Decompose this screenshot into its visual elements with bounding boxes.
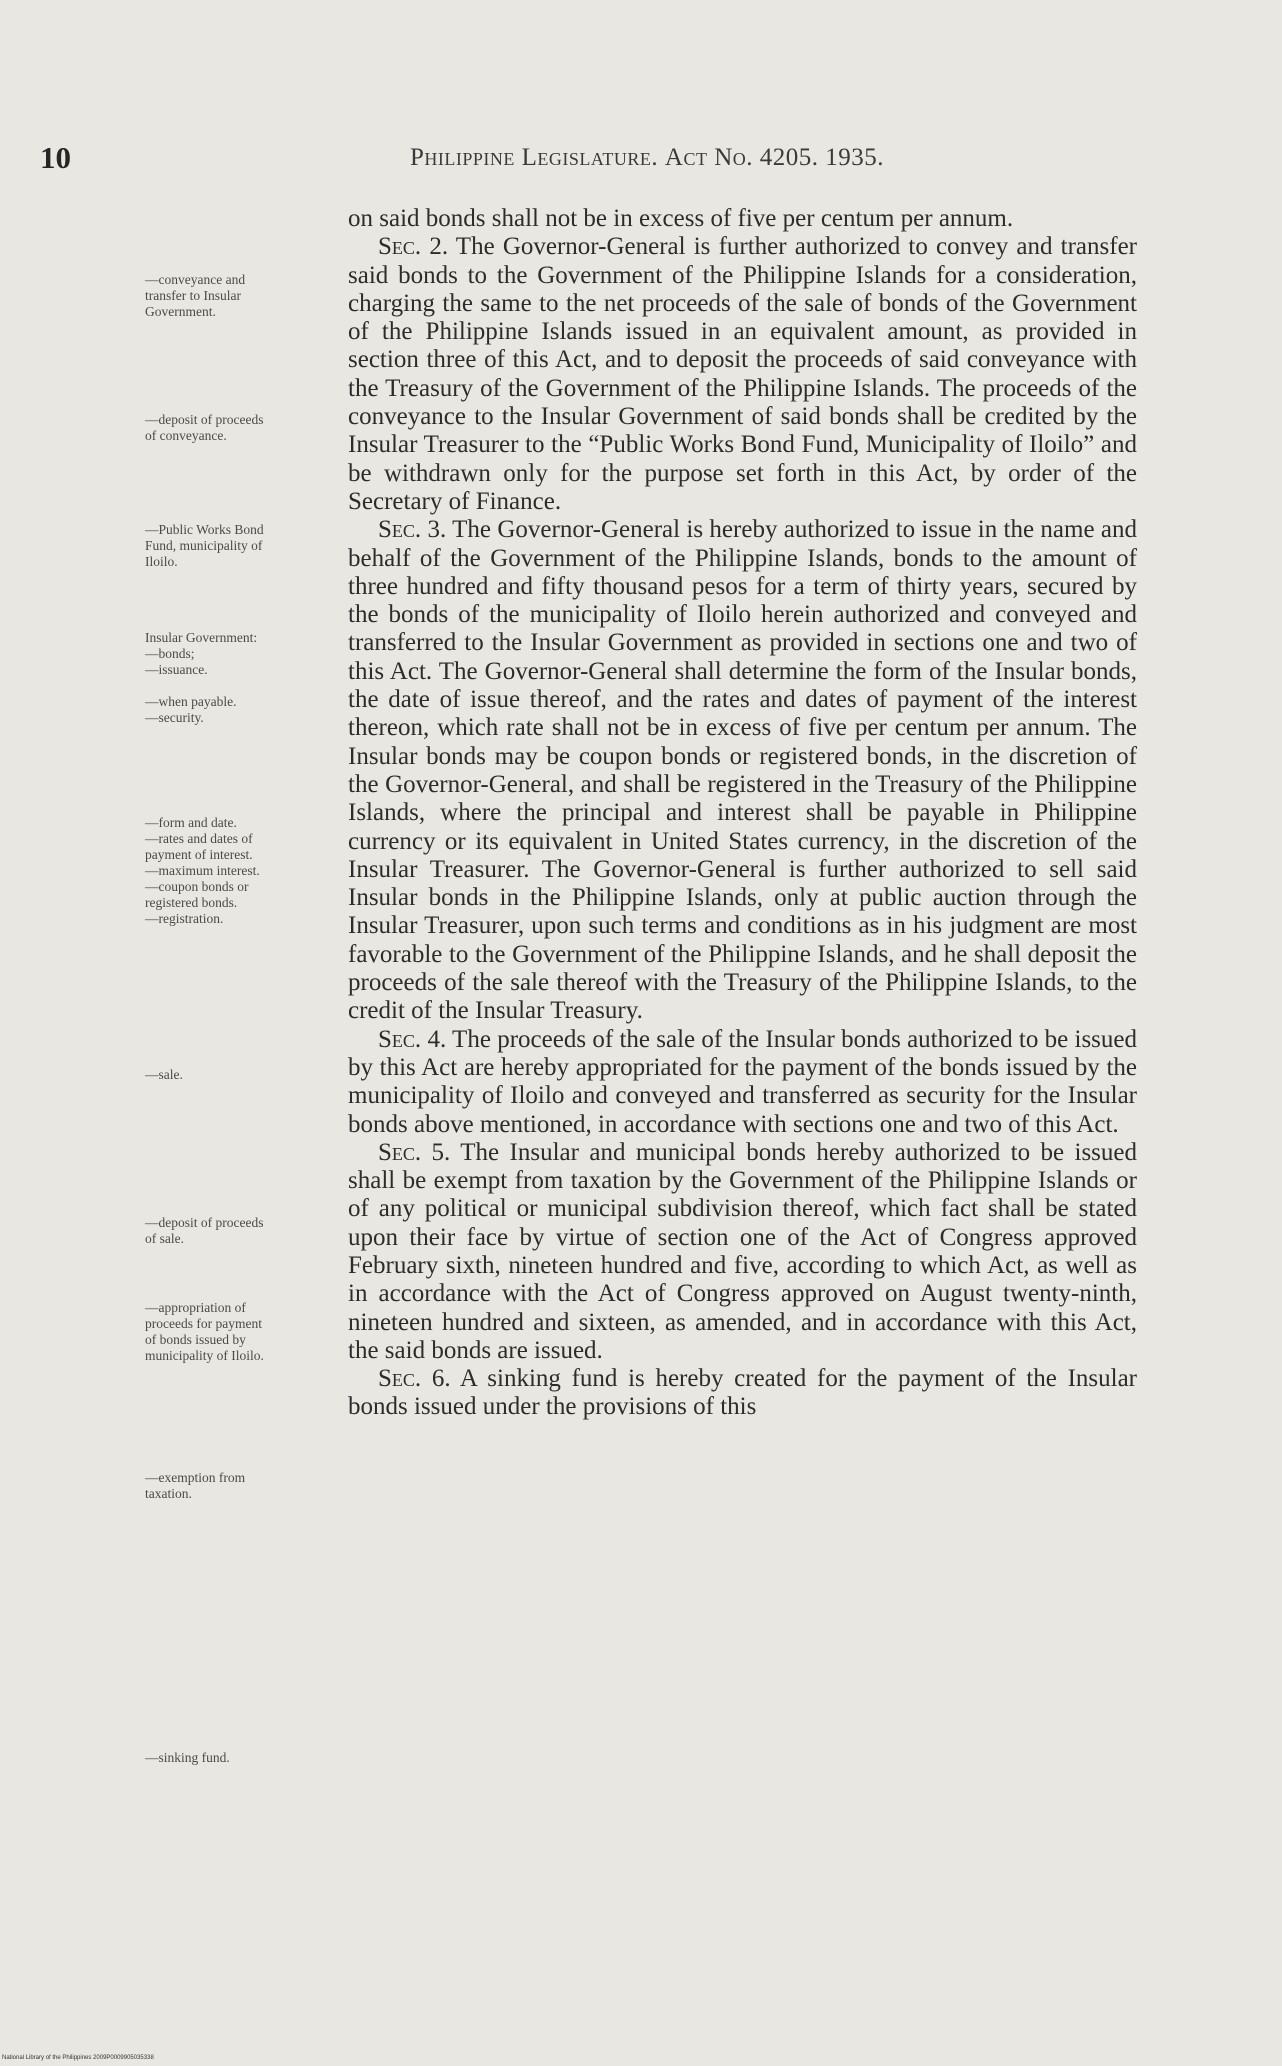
section-text: The Governor-General is hereby authorized to issue in the name and behalf of the Government of the Philippine Islands, bonds to the amount of three hundred and fifty thousand pesos for a term of thirty years, secured by the bonds of the municipality of Iloilo herein authorized and conveyed and transferred to the Insular Government as provided in sections one and two of this Act. The Governor-General shall determine the form of the Insular bonds, the date of issue thereof, and the rates and dates of payment of the interest thereon, which rate shall not be in excess of five per centum per annum. The Insular bonds may be coupon bonds or registered bonds, in the discretion of the Governor-General, and shall be registered in the Treasury of the Philippine Islands, where the principal and interest shall be payable in Philippine currency or its equivalent in United States currency, in the discretion of the Insular Treasurer. The Governor-General is further authorized to sell said Insular bonds in the Philippine Islands, only at public auction through the Insular Treasurer, upon such terms and conditions as in his judgment are most favorable to the Government of the Philippine Islands, and he shall deposit the proceeds of the sale thereof with the Treasury of the Philippine Islands, to the credit of the Insular Treasury. xyxy=(348,516,1137,1025)
section-text: The Governor-General is further authorized to convey and transfer said bonds to the Government of the Philippine Islands for a consideration, charging the same to the net proceeds of the sale of bonds of the Government of the Philippine Islands issued in an equivalent amount, as provided in section three of this Act, and to deposit the proceeds of said conveyance with the Treasury of the Government of the Philippine Islands. The proceeds of the conveyance to the Insular Government of said bonds shall be credited by the Insular Treasurer to the “Public Works Bond Fund, Municipality of Iloilo” and be withdrawn only for the purpose set forth in this Act, by order of the Secretary of Finance. xyxy=(348,233,1137,515)
margin-note-line: —deposit of proceeds xyxy=(145,412,264,427)
section-text: The Insular and municipal bonds hereby authorized to be issued shall be exempt from taxation by the Government of the Philippine Islands or of any political or municipal subdivision thereof, which fact shall be stated upon their face by virtue of section one of the Act of Congress approved February sixth, nineteen hundred and five, according to which Act, as well as in accordance with the Act of Congress approved on August twenty-ninth, nineteen hundred and sixteen, as amended, and in accordance with this Act, the said bonds are issued. xyxy=(348,1138,1137,1364)
margin-note-appropriation xyxy=(145,1300,340,1364)
section-label: Sec. 2. xyxy=(378,233,449,261)
margin-note-line: —conveyance and xyxy=(145,272,246,287)
section-3 xyxy=(348,516,1137,1025)
section-label: Sec. 6. xyxy=(378,1365,451,1393)
margin-note-line: Iloilo. xyxy=(145,554,178,569)
margin-note-line: —rates and dates of xyxy=(145,831,253,846)
running-title: Philippine Legislature. xyxy=(410,144,659,171)
margin-note-form-and-date xyxy=(145,815,340,927)
section-text: A sinking fund is hereby created for the payment of the Insular bonds issued under the provisions of this xyxy=(348,1365,1137,1421)
margin-note-line: —exemption from xyxy=(145,1470,246,1485)
section-label: Sec. 5. xyxy=(378,1138,451,1166)
running-header xyxy=(410,144,884,172)
margin-note-line: —form and date. xyxy=(145,815,237,830)
margin-note-line: —security. xyxy=(145,710,204,725)
margin-note-line: —coupon bonds or xyxy=(145,879,249,894)
margin-note-line: transfer to Insular xyxy=(145,288,241,303)
margin-note-line: of sale. xyxy=(145,1231,184,1246)
margin-note-line: —maximum interest. xyxy=(145,863,260,878)
margin-note-exemption xyxy=(145,1470,340,1502)
page-number: 10 xyxy=(40,140,71,175)
margin-note-line: taxation. xyxy=(145,1486,192,1501)
continuation-paragraph: on said bonds shall not be in excess of five per centum per annum. xyxy=(348,205,1014,232)
margin-note-line: proceeds for payment xyxy=(145,1316,262,1331)
margin-note-line: registered bonds. xyxy=(145,895,238,910)
margin-note-line: of bonds issued by xyxy=(145,1332,246,1347)
margin-note-line: Government. xyxy=(145,304,216,319)
margin-note-deposit-sale xyxy=(145,1215,340,1247)
margin-note-line: Insular Government: xyxy=(145,630,258,645)
section-2 xyxy=(348,233,1137,516)
margin-note-line: —registration. xyxy=(145,911,224,926)
margin-note-line: Fund, municipality of xyxy=(145,538,263,553)
section-label: Sec. 3. xyxy=(378,516,447,544)
section-5 xyxy=(348,1139,1137,1365)
year: 1935. xyxy=(825,144,885,171)
margin-note-line: —when payable. xyxy=(145,694,237,709)
margin-note-line: —sinking fund. xyxy=(145,1750,230,1765)
act-number: Act No. 4205. xyxy=(664,144,819,171)
margin-note-conveyance xyxy=(145,272,340,320)
margin-note-line: —issuance. xyxy=(145,662,208,677)
margin-note-line: —bonds; xyxy=(145,646,195,661)
margin-note-line: —deposit of proceeds xyxy=(145,1215,264,1230)
margin-note-line: —sale. xyxy=(145,1067,183,1082)
section-text: The proceeds of the sale of the Insular bonds authorized to be issued by this Act are hereby appropriated for the payment of the bonds issued by the municipality of Iloilo and conveyed and transferred as security for the Insular bonds above mentioned, in accordance with sections one and two of this Act. xyxy=(348,1025,1137,1138)
margin-note-bond-fund xyxy=(145,522,340,570)
margin-note-insular-government xyxy=(145,630,340,678)
margin-note-line: —Public Works Bond xyxy=(145,522,264,537)
body-text xyxy=(348,205,1137,1422)
margin-note-sinking-fund xyxy=(145,1750,340,1766)
scan-credit: National Library of the Philippines 2009P0009905035338 xyxy=(2,2055,154,2061)
margin-note-line: of conveyance. xyxy=(145,428,227,443)
margin-note-line: municipality of Iloilo. xyxy=(145,1348,264,1363)
margin-note-sale xyxy=(145,1067,340,1083)
margin-note-when-payable xyxy=(145,694,340,726)
margin-note-line: —appropriation of xyxy=(145,1300,246,1315)
section-6 xyxy=(348,1365,1137,1422)
section-label: Sec. 4. xyxy=(378,1025,447,1053)
section-4 xyxy=(348,1026,1137,1139)
margin-note-line: payment of interest. xyxy=(145,847,253,862)
margin-note-deposit-conveyance xyxy=(145,412,340,444)
